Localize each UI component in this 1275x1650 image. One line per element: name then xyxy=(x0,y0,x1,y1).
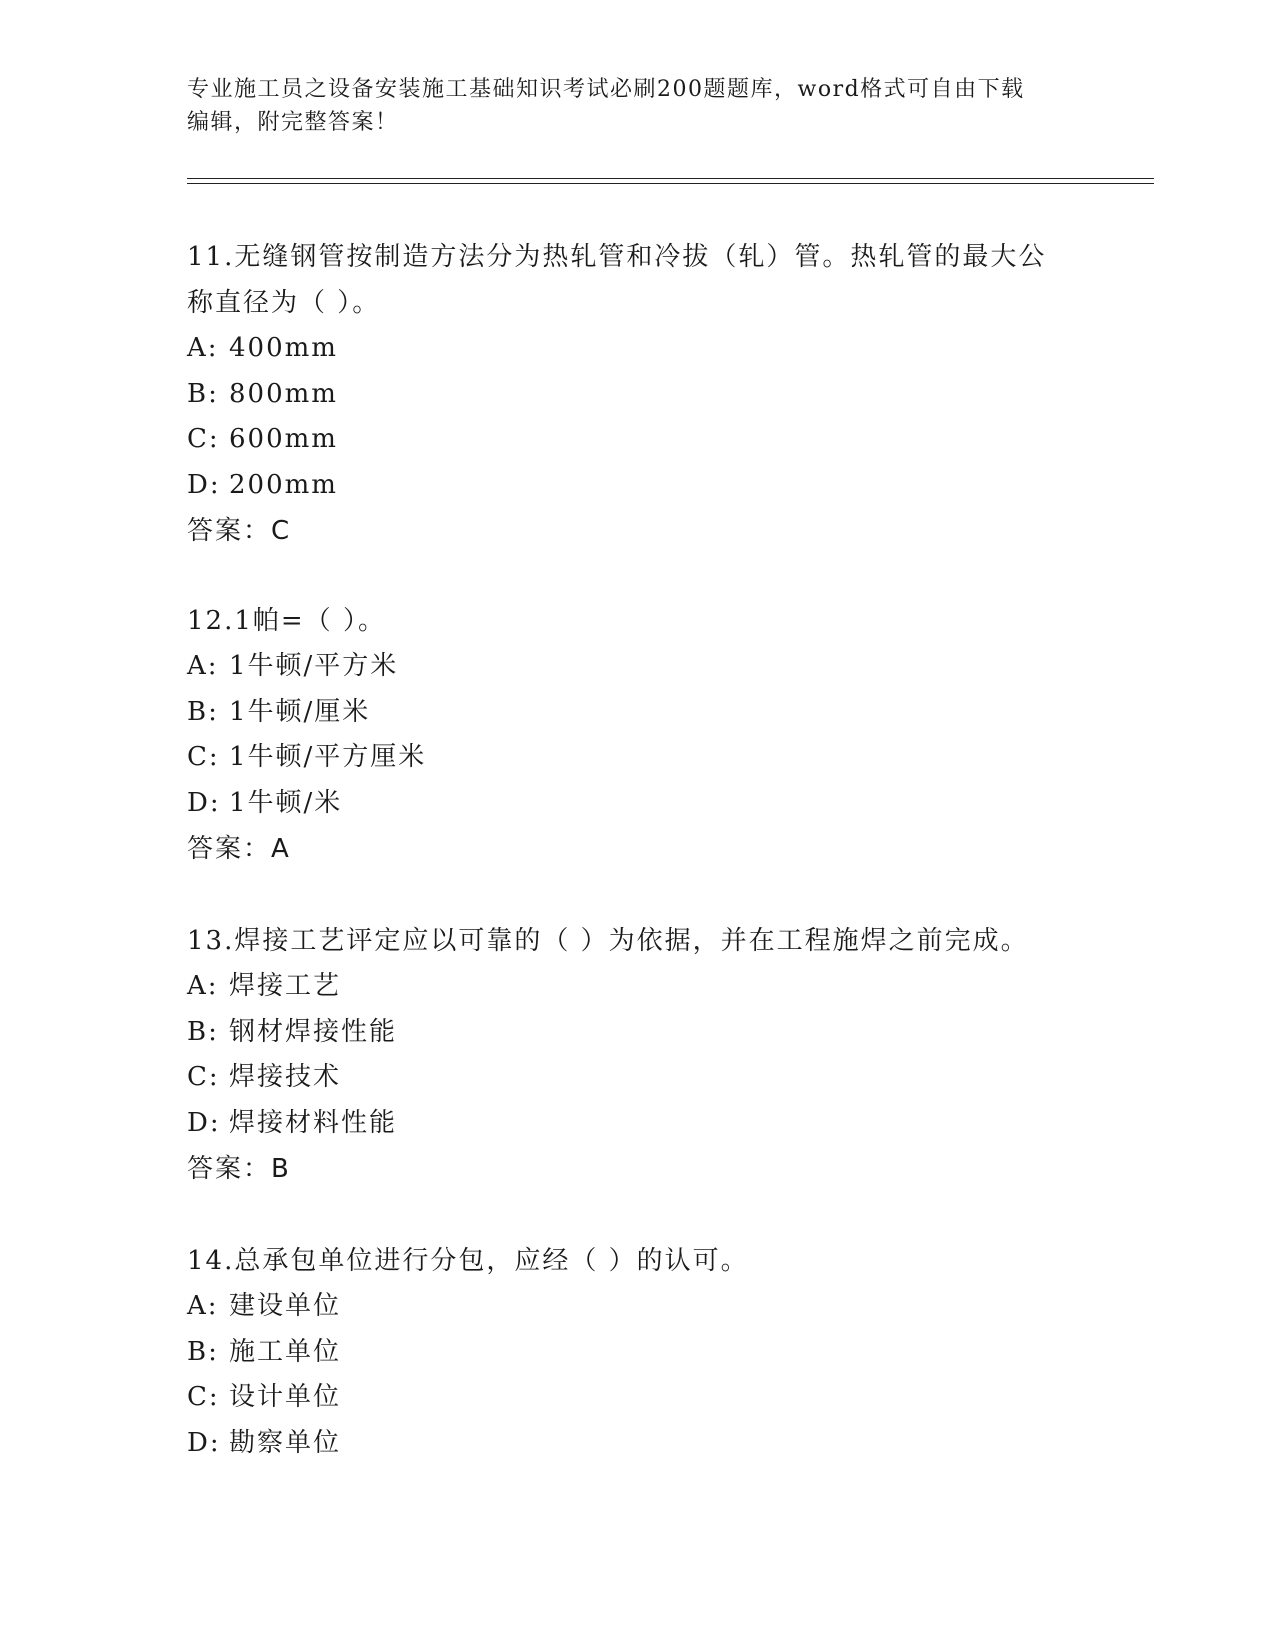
option-c xyxy=(187,1055,1087,1101)
question-14 xyxy=(187,1238,1087,1466)
option-label: C: xyxy=(187,1382,220,1412)
question-number: 14. xyxy=(187,1246,235,1276)
question-12 xyxy=(187,598,1087,872)
header-divider-bottom xyxy=(187,183,1154,184)
question-text: 11.无缝钢管按制造方法分为热轧管和冷拔（轧）管。热轧管的最大公 称直径为（ ）。 xyxy=(187,242,1047,318)
option-b xyxy=(187,372,1087,418)
option-a xyxy=(187,964,1087,1010)
option-d xyxy=(187,463,1087,509)
question-text: 13.焊接工艺评定应以可靠的（ ）为依据，并在工程施焊之前完成。 xyxy=(187,926,1029,956)
option-text: 1牛顿/平方厘米 xyxy=(229,742,427,772)
option-d xyxy=(187,1421,1087,1467)
option-label: D: xyxy=(187,787,221,818)
option-text: 钢材焊接性能 xyxy=(229,1016,398,1047)
option-d xyxy=(187,781,1087,827)
option-a xyxy=(187,1284,1087,1330)
option-label: C: xyxy=(187,742,220,772)
document-header xyxy=(187,73,1087,139)
header-line-2: 编辑，附完整答案！ xyxy=(187,110,399,135)
question-number: 13. xyxy=(187,926,235,956)
option-b xyxy=(187,690,1087,736)
option-label: C: xyxy=(187,1062,220,1092)
option-d xyxy=(187,1101,1087,1147)
question-number: 11. xyxy=(187,242,235,272)
answer-line: 答案：C xyxy=(187,516,292,546)
option-text: 勘察单位 xyxy=(229,1427,342,1458)
option-c xyxy=(187,1375,1087,1421)
option-label: A: xyxy=(187,1291,219,1321)
header-divider-top xyxy=(187,178,1154,179)
question-text: 14.总承包单位进行分包，应经（ ）的认可。 xyxy=(187,1246,749,1276)
option-label: A: xyxy=(187,651,219,681)
question-11 xyxy=(187,234,1087,554)
option-label: D: xyxy=(187,1427,221,1458)
option-label: B: xyxy=(187,378,219,409)
question-13 xyxy=(187,918,1087,1192)
option-c xyxy=(187,417,1087,463)
option-label: D: xyxy=(187,1107,221,1138)
option-text: 800mm xyxy=(229,378,338,409)
option-label: B: xyxy=(187,696,219,727)
option-a xyxy=(187,644,1087,690)
option-c xyxy=(187,735,1087,781)
option-text: 400mm xyxy=(229,333,338,363)
option-text: 200mm xyxy=(229,469,338,500)
option-label: C: xyxy=(187,424,220,454)
option-text: 1牛顿/厘米 xyxy=(229,696,371,727)
option-label: B: xyxy=(187,1016,219,1047)
option-a xyxy=(187,326,1087,372)
question-text: 12.1帕=（ ）。 xyxy=(187,606,386,636)
option-label: B: xyxy=(187,1336,219,1367)
option-b xyxy=(187,1330,1087,1376)
option-text: 1牛顿/米 xyxy=(229,787,343,818)
option-text: 600mm xyxy=(229,424,338,454)
answer-line: 答案：A xyxy=(187,834,291,864)
option-text: 设计单位 xyxy=(229,1382,342,1412)
option-text: 焊接材料性能 xyxy=(229,1107,398,1138)
question-number: 12. xyxy=(187,606,235,636)
option-text: 焊接工艺 xyxy=(229,971,342,1001)
option-label: D: xyxy=(187,469,221,500)
option-label: A: xyxy=(187,333,219,363)
option-text: 建设单位 xyxy=(229,1291,342,1321)
option-text: 1牛顿/平方米 xyxy=(229,651,399,681)
answer-line: 答案：B xyxy=(187,1154,291,1184)
header-line-1: 专业施工员之设备安装施工基础知识考试必刷200题题库，word格式可自由下载 xyxy=(187,77,1025,102)
option-text: 焊接技术 xyxy=(229,1062,342,1092)
option-b xyxy=(187,1010,1087,1056)
option-text: 施工单位 xyxy=(229,1336,342,1367)
option-label: A: xyxy=(187,971,219,1001)
